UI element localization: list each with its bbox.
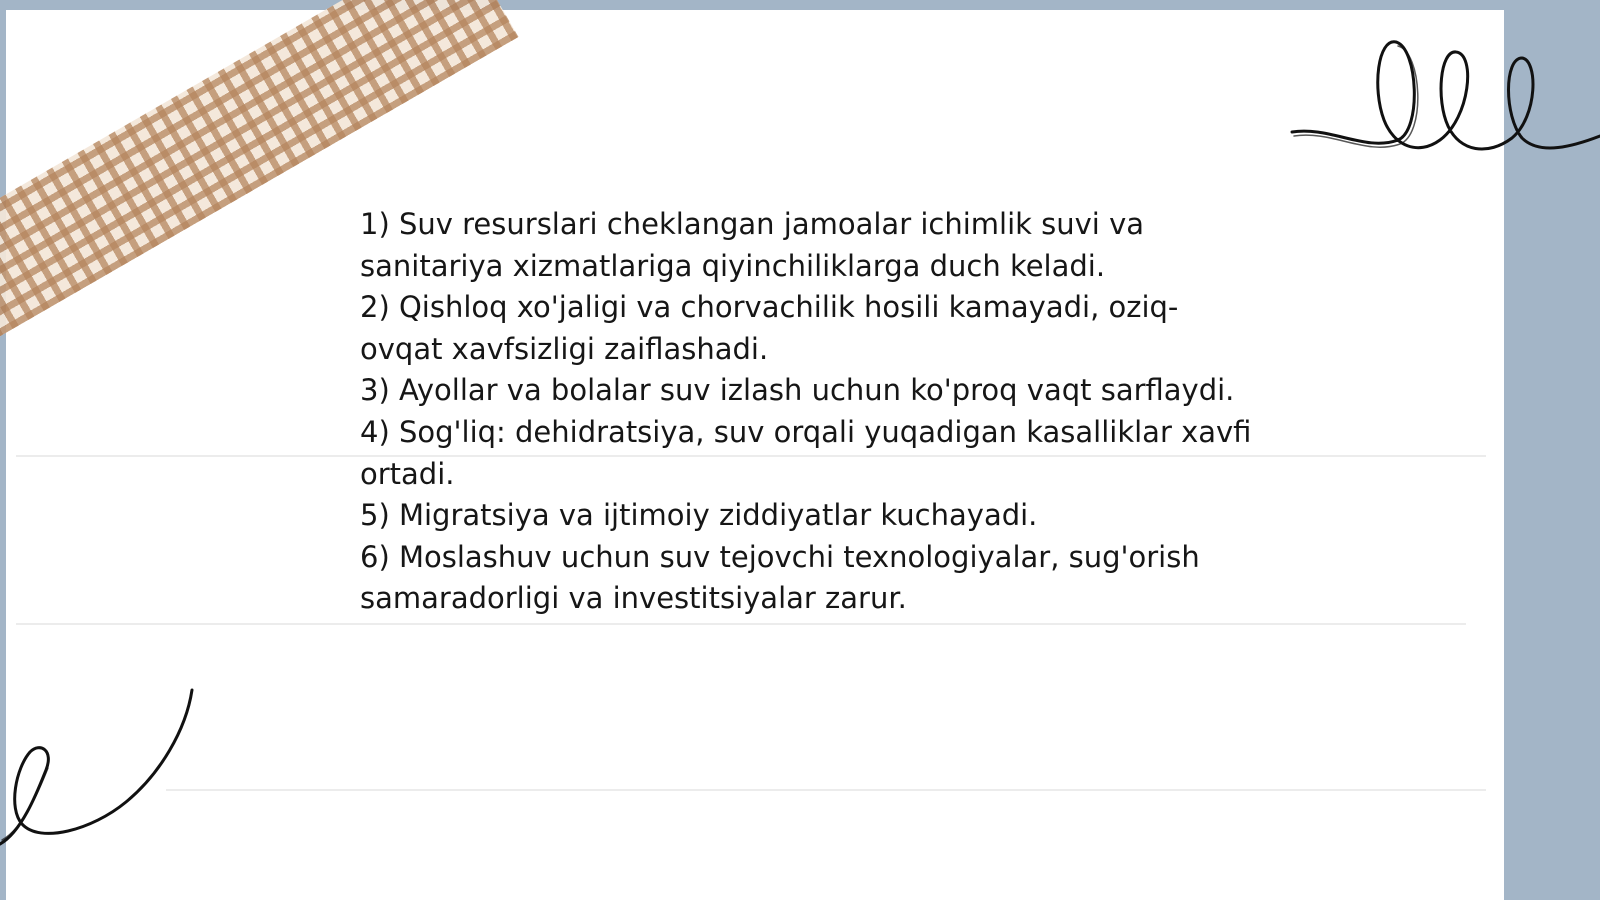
bullet-list: [360, 204, 1260, 620]
list-item: 2) Qishloq xo'jaligi va chorvachilik hosili kamayadi, oziq-ovqat xavfsizligi zaiflashadi.: [360, 290, 1179, 366]
list-item: 1) Suv resurslari cheklangan jamoalar ichimlik suvi va sanitariya xizmatlariga qiyinchiliklarga duch keladi.: [360, 207, 1145, 283]
list-item: 6) Moslashuv uchun suv tejovchi texnologiyalar, sug'orish samaradorligi va investitsiyalar zarur.: [360, 539, 1200, 616]
list-item: 3) Ayollar va bolalar suv izlash uchun ko'proq vaqt sarflaydi.: [360, 373, 1235, 408]
loop-scribble-icon: [1290, 30, 1600, 170]
ruled-line: [166, 789, 1486, 791]
list-item: 4) Sog'liq: dehidratsiya, suv orqali yuqadigan kasalliklar xavfi ortadi.: [360, 414, 1252, 491]
checkmark-scribble-icon: [0, 690, 200, 850]
list-item: 5) Migratsiya va ijtimoiy ziddiyatlar kuchayadi.: [360, 498, 1038, 533]
ruled-line: [16, 623, 1466, 625]
